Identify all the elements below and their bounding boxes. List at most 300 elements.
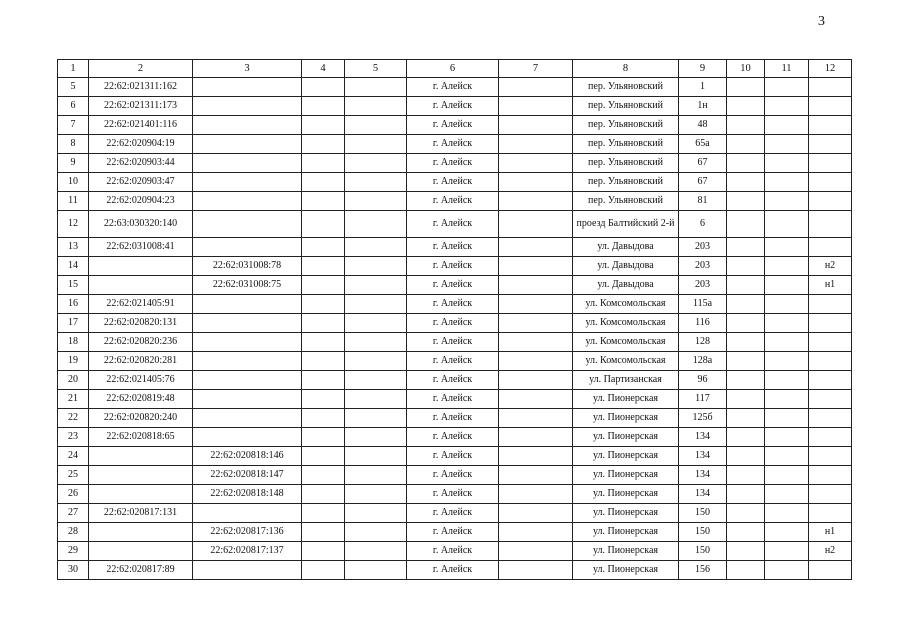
col10-cell (727, 352, 765, 371)
note-cell (809, 333, 852, 352)
settlement-cell: г. Алейск (407, 333, 499, 352)
street-cell: ул. Комсомольская (573, 314, 679, 333)
col5-cell (345, 295, 407, 314)
note-cell (809, 97, 852, 116)
header-cell-11: 11 (765, 60, 809, 78)
row-number-cell: 18 (58, 333, 89, 352)
col10-cell (727, 504, 765, 523)
street-cell: пер. Ульяновский (573, 154, 679, 173)
table-row (58, 257, 852, 276)
note-cell (809, 238, 852, 257)
col10-cell (727, 447, 765, 466)
col5-cell (345, 542, 407, 561)
row-number-cell: 29 (58, 542, 89, 561)
note-cell (809, 192, 852, 211)
table-row (58, 409, 852, 428)
col11-cell (765, 504, 809, 523)
cadastral-number-col2-cell (89, 523, 193, 542)
col10-cell (727, 561, 765, 580)
table-row (58, 116, 852, 135)
house-number-cell: 81 (679, 192, 727, 211)
col7-cell (499, 276, 573, 295)
col10-cell (727, 97, 765, 116)
cadastral-number-col3-cell (193, 211, 302, 238)
house-number-cell: 6 (679, 211, 727, 238)
table-row (58, 192, 852, 211)
row-number-cell: 13 (58, 238, 89, 257)
settlement-cell: г. Алейск (407, 97, 499, 116)
col4-cell (302, 211, 345, 238)
col11-cell (765, 295, 809, 314)
note-cell (809, 390, 852, 409)
cadastral-number-col3-cell (193, 116, 302, 135)
col11-cell (765, 116, 809, 135)
register-table (57, 59, 852, 580)
header-cell-9: 9 (679, 60, 727, 78)
house-number-cell: 156 (679, 561, 727, 580)
table-row (58, 97, 852, 116)
note-cell (809, 173, 852, 192)
col4-cell (302, 523, 345, 542)
table-row (58, 333, 852, 352)
col5-cell (345, 211, 407, 238)
col5-cell (345, 466, 407, 485)
col5-cell (345, 352, 407, 371)
table-row (58, 211, 852, 238)
note-cell: н1 (809, 523, 852, 542)
row-number-cell: 12 (58, 211, 89, 238)
cadastral-number-col2-cell (89, 542, 193, 561)
settlement-cell: г. Алейск (407, 314, 499, 333)
table-row (58, 276, 852, 295)
cadastral-number-col2-cell (89, 447, 193, 466)
col4-cell (302, 314, 345, 333)
col11-cell (765, 135, 809, 154)
settlement-cell: г. Алейск (407, 211, 499, 238)
col5-cell (345, 561, 407, 580)
cadastral-number-col3-cell (193, 295, 302, 314)
col5-cell (345, 154, 407, 173)
settlement-cell: г. Алейск (407, 295, 499, 314)
cadastral-number-col2-cell: 22:62:020903:47 (89, 173, 193, 192)
col7-cell (499, 154, 573, 173)
cadastral-number-col3-cell: 22:62:020817:137 (193, 542, 302, 561)
col10-cell (727, 135, 765, 154)
cadastral-number-col3-cell (193, 371, 302, 390)
header-cell-4: 4 (302, 60, 345, 78)
row-number-cell: 25 (58, 466, 89, 485)
col4-cell (302, 504, 345, 523)
row-number-cell: 20 (58, 371, 89, 390)
col10-cell (727, 428, 765, 447)
col11-cell (765, 352, 809, 371)
settlement-cell: г. Алейск (407, 447, 499, 466)
col7-cell (499, 371, 573, 390)
col4-cell (302, 409, 345, 428)
header-cell-10: 10 (727, 60, 765, 78)
street-cell: пер. Ульяновский (573, 192, 679, 211)
settlement-cell: г. Алейск (407, 154, 499, 173)
col7-cell (499, 78, 573, 97)
cadastral-number-col2-cell: 22:62:020817:131 (89, 504, 193, 523)
cadastral-number-col3-cell (193, 314, 302, 333)
col7-cell (499, 466, 573, 485)
col10-cell (727, 390, 765, 409)
street-cell: ул. Партизанская (573, 371, 679, 390)
note-cell: н2 (809, 257, 852, 276)
cadastral-number-col2-cell: 22:62:020903:44 (89, 154, 193, 173)
cadastral-number-col2-cell: 22:62:031008:41 (89, 238, 193, 257)
note-cell (809, 466, 852, 485)
cadastral-number-col2-cell: 22:62:020904:19 (89, 135, 193, 154)
street-cell: ул. Пионерская (573, 561, 679, 580)
col5-cell (345, 97, 407, 116)
street-cell: ул. Пионерская (573, 523, 679, 542)
col10-cell (727, 314, 765, 333)
col5-cell (345, 428, 407, 447)
col11-cell (765, 257, 809, 276)
house-number-cell: 150 (679, 542, 727, 561)
cadastral-number-col3-cell: 22:62:031008:75 (193, 276, 302, 295)
cadastral-number-col3-cell (193, 97, 302, 116)
house-number-cell: 134 (679, 466, 727, 485)
cadastral-number-col3-cell (193, 561, 302, 580)
settlement-cell: г. Алейск (407, 276, 499, 295)
cadastral-number-col3-cell (193, 154, 302, 173)
row-number-cell: 22 (58, 409, 89, 428)
street-cell: ул. Комсомольская (573, 352, 679, 371)
col11-cell (765, 485, 809, 504)
header-cell-12: 12 (809, 60, 852, 78)
settlement-cell: г. Алейск (407, 504, 499, 523)
cadastral-number-col2-cell: 22:62:021311:173 (89, 97, 193, 116)
col4-cell (302, 352, 345, 371)
col4-cell (302, 276, 345, 295)
cadastral-number-col3-cell (193, 173, 302, 192)
cadastral-number-col2-cell (89, 466, 193, 485)
cadastral-number-col3-cell: 22:62:020817:136 (193, 523, 302, 542)
col11-cell (765, 211, 809, 238)
col4-cell (302, 466, 345, 485)
col7-cell (499, 116, 573, 135)
cadastral-number-col2-cell (89, 485, 193, 504)
col10-cell (727, 409, 765, 428)
cadastral-number-col3-cell (193, 192, 302, 211)
note-cell: н1 (809, 276, 852, 295)
settlement-cell: г. Алейск (407, 542, 499, 561)
cadastral-number-col2-cell: 22:62:020819:48 (89, 390, 193, 409)
col4-cell (302, 238, 345, 257)
house-number-cell: 67 (679, 173, 727, 192)
col7-cell (499, 447, 573, 466)
table-row (58, 561, 852, 580)
cadastral-number-col3-cell: 22:62:020818:148 (193, 485, 302, 504)
col5-cell (345, 504, 407, 523)
note-cell (809, 485, 852, 504)
row-number-cell: 11 (58, 192, 89, 211)
note-cell (809, 447, 852, 466)
settlement-cell: г. Алейск (407, 390, 499, 409)
note-cell (809, 211, 852, 238)
settlement-cell: г. Алейск (407, 371, 499, 390)
cadastral-number-col3-cell (193, 504, 302, 523)
col7-cell (499, 485, 573, 504)
cadastral-number-col3-cell (193, 135, 302, 154)
house-number-cell: 115а (679, 295, 727, 314)
col7-cell (499, 295, 573, 314)
table-row (58, 78, 852, 97)
col4-cell (302, 192, 345, 211)
street-cell: ул. Комсомольская (573, 295, 679, 314)
col10-cell (727, 485, 765, 504)
table-row (58, 485, 852, 504)
col5-cell (345, 390, 407, 409)
house-number-cell: 1н (679, 97, 727, 116)
settlement-cell: г. Алейск (407, 116, 499, 135)
cadastral-number-col3-cell (193, 390, 302, 409)
row-number-cell: 7 (58, 116, 89, 135)
street-cell: ул. Пионерская (573, 542, 679, 561)
street-cell: пер. Ульяновский (573, 116, 679, 135)
house-number-cell: 134 (679, 447, 727, 466)
note-cell (809, 154, 852, 173)
col10-cell (727, 173, 765, 192)
col11-cell (765, 447, 809, 466)
cadastral-number-col2-cell: 22:62:020817:89 (89, 561, 193, 580)
row-number-cell: 5 (58, 78, 89, 97)
cadastral-number-col3-cell (193, 333, 302, 352)
col5-cell (345, 447, 407, 466)
col5-cell (345, 173, 407, 192)
col5-cell (345, 276, 407, 295)
house-number-cell: 117 (679, 390, 727, 409)
house-number-cell: 134 (679, 485, 727, 504)
col7-cell (499, 314, 573, 333)
cadastral-number-col2-cell: 22:62:020820:281 (89, 352, 193, 371)
note-cell (809, 504, 852, 523)
row-number-cell: 27 (58, 504, 89, 523)
house-number-cell: 1 (679, 78, 727, 97)
col7-cell (499, 238, 573, 257)
cadastral-number-col2-cell: 22:62:021311:162 (89, 78, 193, 97)
col5-cell (345, 409, 407, 428)
col7-cell (499, 173, 573, 192)
col7-cell (499, 523, 573, 542)
house-number-cell: 67 (679, 154, 727, 173)
house-number-cell: 150 (679, 504, 727, 523)
col4-cell (302, 257, 345, 276)
col7-cell (499, 333, 573, 352)
row-number-cell: 6 (58, 97, 89, 116)
col4-cell (302, 135, 345, 154)
col4-cell (302, 295, 345, 314)
cadastral-number-col3-cell: 22:62:020818:147 (193, 466, 302, 485)
settlement-cell: г. Алейск (407, 428, 499, 447)
col11-cell (765, 97, 809, 116)
header-cell-6: 6 (407, 60, 499, 78)
street-cell: ул. Давыдова (573, 238, 679, 257)
col10-cell (727, 333, 765, 352)
street-cell: пер. Ульяновский (573, 97, 679, 116)
settlement-cell: г. Алейск (407, 561, 499, 580)
col7-cell (499, 561, 573, 580)
street-cell: ул. Пионерская (573, 485, 679, 504)
house-number-cell: 203 (679, 238, 727, 257)
street-cell: ул. Пионерская (573, 428, 679, 447)
col4-cell (302, 390, 345, 409)
house-number-cell: 128а (679, 352, 727, 371)
street-cell: ул. Пионерская (573, 409, 679, 428)
row-number-cell: 8 (58, 135, 89, 154)
row-number-cell: 10 (58, 173, 89, 192)
cadastral-number-col3-cell (193, 428, 302, 447)
table-row (58, 154, 852, 173)
col11-cell (765, 371, 809, 390)
col5-cell (345, 192, 407, 211)
house-number-cell: 150 (679, 523, 727, 542)
col5-cell (345, 135, 407, 154)
col4-cell (302, 561, 345, 580)
settlement-cell: г. Алейск (407, 192, 499, 211)
col10-cell (727, 211, 765, 238)
col11-cell (765, 428, 809, 447)
cadastral-number-col2-cell: 22:62:020818:65 (89, 428, 193, 447)
col11-cell (765, 154, 809, 173)
street-cell: ул. Комсомольская (573, 333, 679, 352)
note-cell: н2 (809, 542, 852, 561)
col10-cell (727, 371, 765, 390)
header-row (58, 60, 852, 78)
row-number-cell: 30 (58, 561, 89, 580)
col5-cell (345, 78, 407, 97)
col11-cell (765, 542, 809, 561)
row-number-cell: 24 (58, 447, 89, 466)
table-row (58, 371, 852, 390)
col4-cell (302, 447, 345, 466)
cadastral-number-col2-cell: 22:62:020820:240 (89, 409, 193, 428)
col4-cell (302, 154, 345, 173)
row-number-cell: 21 (58, 390, 89, 409)
col10-cell (727, 523, 765, 542)
house-number-cell: 116 (679, 314, 727, 333)
settlement-cell: г. Алейск (407, 485, 499, 504)
col11-cell (765, 173, 809, 192)
col10-cell (727, 154, 765, 173)
row-number-cell: 9 (58, 154, 89, 173)
table-row (58, 523, 852, 542)
cadastral-number-col2-cell: 22:62:020820:131 (89, 314, 193, 333)
settlement-cell: г. Алейск (407, 78, 499, 97)
cadastral-number-col2-cell: 22:62:020820:236 (89, 333, 193, 352)
col10-cell (727, 116, 765, 135)
note-cell (809, 428, 852, 447)
col5-cell (345, 371, 407, 390)
row-number-cell: 16 (58, 295, 89, 314)
house-number-cell: 96 (679, 371, 727, 390)
cadastral-number-col3-cell (193, 238, 302, 257)
col10-cell (727, 542, 765, 561)
note-cell (809, 371, 852, 390)
table-row (58, 314, 852, 333)
col11-cell (765, 78, 809, 97)
house-number-cell: 203 (679, 276, 727, 295)
col7-cell (499, 192, 573, 211)
col11-cell (765, 333, 809, 352)
col10-cell (727, 276, 765, 295)
col5-cell (345, 333, 407, 352)
table-row (58, 428, 852, 447)
note-cell (809, 78, 852, 97)
col4-cell (302, 485, 345, 504)
row-number-cell: 19 (58, 352, 89, 371)
header-cell-2: 2 (89, 60, 193, 78)
col11-cell (765, 523, 809, 542)
note-cell (809, 135, 852, 154)
col5-cell (345, 257, 407, 276)
col11-cell (765, 238, 809, 257)
cadastral-number-col3-cell (193, 78, 302, 97)
cadastral-number-col2-cell: 22:62:021405:91 (89, 295, 193, 314)
settlement-cell: г. Алейск (407, 466, 499, 485)
col7-cell (499, 97, 573, 116)
row-number-cell: 28 (58, 523, 89, 542)
col11-cell (765, 466, 809, 485)
house-number-cell: 128 (679, 333, 727, 352)
col11-cell (765, 192, 809, 211)
col5-cell (345, 116, 407, 135)
table-row (58, 295, 852, 314)
col11-cell (765, 409, 809, 428)
cadastral-number-col3-cell (193, 409, 302, 428)
header-cell-7: 7 (499, 60, 573, 78)
table-row (58, 504, 852, 523)
settlement-cell: г. Алейск (407, 238, 499, 257)
table-row (58, 390, 852, 409)
house-number-cell: 203 (679, 257, 727, 276)
house-number-cell: 48 (679, 116, 727, 135)
street-cell: пер. Ульяновский (573, 173, 679, 192)
col7-cell (499, 390, 573, 409)
col4-cell (302, 542, 345, 561)
col10-cell (727, 238, 765, 257)
street-cell: ул. Пионерская (573, 466, 679, 485)
col10-cell (727, 257, 765, 276)
note-cell (809, 314, 852, 333)
col7-cell (499, 542, 573, 561)
col5-cell (345, 314, 407, 333)
house-number-cell: 134 (679, 428, 727, 447)
row-number-cell: 15 (58, 276, 89, 295)
settlement-cell: г. Алейск (407, 135, 499, 154)
col4-cell (302, 333, 345, 352)
col7-cell (499, 352, 573, 371)
cadastral-number-col2-cell (89, 276, 193, 295)
row-number-cell: 17 (58, 314, 89, 333)
street-cell: проезд Балтийский 2-й (573, 211, 679, 238)
cadastral-number-col2-cell (89, 257, 193, 276)
header-cell-1: 1 (58, 60, 89, 78)
street-cell: ул. Давыдова (573, 257, 679, 276)
col7-cell (499, 211, 573, 238)
cadastral-number-col2-cell: 22:62:021401:116 (89, 116, 193, 135)
street-cell: ул. Пионерская (573, 504, 679, 523)
col11-cell (765, 314, 809, 333)
row-number-cell: 26 (58, 485, 89, 504)
cadastral-number-col3-cell (193, 352, 302, 371)
col11-cell (765, 276, 809, 295)
col7-cell (499, 428, 573, 447)
col10-cell (727, 78, 765, 97)
